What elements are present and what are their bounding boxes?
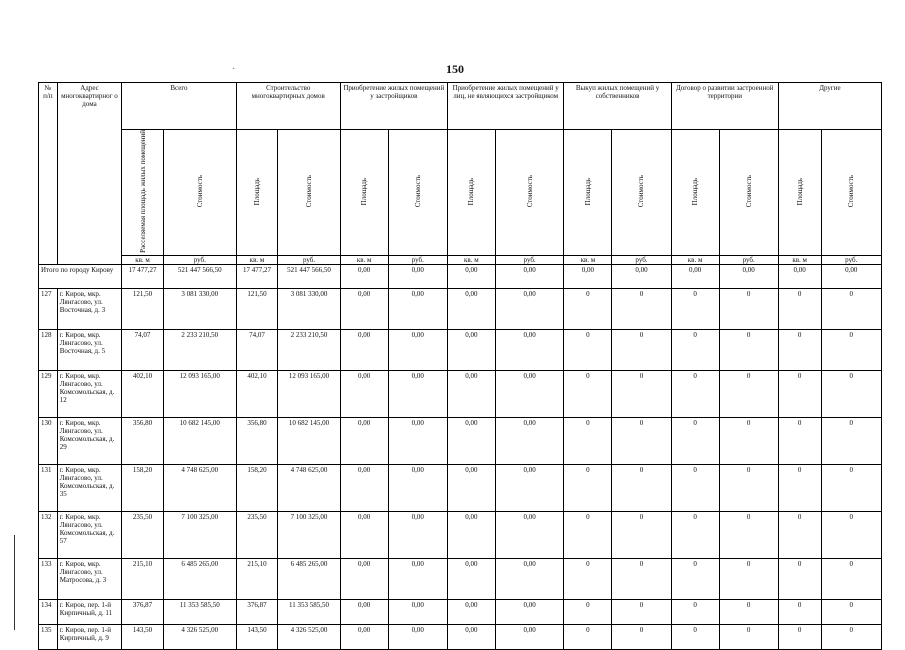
row-value: 2 233 210,50: [163, 329, 236, 370]
row-value: 0,00: [447, 558, 495, 599]
row-value: 0: [671, 624, 719, 649]
header-row-groups: [39, 83, 882, 130]
header-unit: кв. м: [447, 255, 495, 264]
row-value: 0: [671, 417, 719, 464]
row-value: 0,00: [340, 558, 388, 599]
table-row: [39, 511, 882, 558]
row-address: г. Киров, мкр. Лянгасово, ул. Комсомольская, д. 57: [57, 511, 122, 558]
total-row: [39, 264, 882, 288]
total-value: 0,00: [447, 264, 495, 288]
row-value: 0: [821, 558, 882, 599]
row-value: 215,10: [122, 558, 164, 599]
row-value: 0,00: [447, 599, 495, 624]
row-value: 0,00: [495, 624, 564, 649]
row-value: 0: [719, 599, 778, 624]
row-value: 0: [564, 624, 612, 649]
total-value: 17 477,27: [236, 264, 278, 288]
row-value: 0,00: [495, 599, 564, 624]
row-value: 0: [778, 624, 821, 649]
row-value: 0: [671, 464, 719, 511]
header-sub-13: [821, 130, 882, 256]
row-value: 0: [778, 288, 821, 329]
row-value: 74,07: [236, 329, 278, 370]
row-value: 0,00: [388, 511, 447, 558]
row-value: 0: [821, 288, 882, 329]
header-group-total: Всего: [122, 83, 236, 130]
header-sub-11: [719, 130, 778, 256]
header-sub-1: [163, 130, 236, 256]
row-value: 0: [612, 599, 671, 624]
scan-edge-mark: [14, 535, 15, 630]
row-value: 121,50: [236, 288, 278, 329]
row-value: 235,50: [122, 511, 164, 558]
row-value: 235,50: [236, 511, 278, 558]
row-value: 376,87: [236, 599, 278, 624]
row-value: 0,00: [447, 417, 495, 464]
header-sub-2: [236, 130, 278, 256]
total-value: 17 477,27: [122, 264, 164, 288]
row-value: 0: [821, 417, 882, 464]
row-value: 0: [612, 624, 671, 649]
row-value: 0,00: [340, 370, 388, 417]
row-number: 132: [39, 511, 58, 558]
row-value: 4 326 525,00: [278, 624, 340, 649]
row-value: 0,00: [495, 464, 564, 511]
row-value: 0: [821, 464, 882, 511]
row-number: 129: [39, 370, 58, 417]
total-value: 0,00: [495, 264, 564, 288]
row-value: 0: [778, 329, 821, 370]
header-sub-9: [612, 130, 671, 256]
row-value: 121,50: [122, 288, 164, 329]
row-number: 130: [39, 417, 58, 464]
row-value: 0: [821, 599, 882, 624]
row-value: 11 353 585,50: [163, 599, 236, 624]
total-value: 0,00: [564, 264, 612, 288]
header-sub-label: Расселяемая площадь жилых помещений: [138, 130, 147, 253]
row-address: г. Киров, мкр. Лянгасово, ул. Комсомольская, д. 35: [57, 464, 122, 511]
row-value: 0: [671, 288, 719, 329]
row-value: 0: [719, 288, 778, 329]
header-unit: кв. м: [671, 255, 719, 264]
header-unit: кв. м: [778, 255, 821, 264]
row-value: 356,80: [122, 417, 164, 464]
header-unit: кв. м: [122, 255, 164, 264]
row-value: 0,00: [340, 417, 388, 464]
row-value: 0: [671, 558, 719, 599]
row-value: 0: [719, 511, 778, 558]
header-group-purchase-developers: Приобретение жилых помещений у застройщиков: [340, 83, 447, 130]
header-unit: руб.: [388, 255, 447, 264]
total-value: 521 447 566,50: [163, 264, 236, 288]
row-value: 0,00: [447, 464, 495, 511]
header-sub-label: Стоимость: [304, 175, 313, 208]
row-value: 3 081 330,00: [278, 288, 340, 329]
total-value: 0,00: [340, 264, 388, 288]
row-value: 0: [778, 464, 821, 511]
row-value: 0: [564, 599, 612, 624]
row-value: 158,20: [122, 464, 164, 511]
total-value: 521 447 566,50: [278, 264, 340, 288]
header-sub-label: Площадь: [691, 177, 700, 206]
row-value: 0: [612, 464, 671, 511]
table-row: [39, 370, 882, 417]
row-address: г. Киров, пер. 1-й Кирпичный, д. 11: [57, 599, 122, 624]
total-value: 0,00: [612, 264, 671, 288]
row-address: г. Киров, мкр. Лянгасово, ул. Восточная, д. 3: [57, 288, 122, 329]
total-value: 0,00: [821, 264, 882, 288]
row-value: 0: [671, 511, 719, 558]
header-row-sub: [39, 130, 882, 256]
row-value: 0,00: [495, 288, 564, 329]
row-value: 4 748 625,00: [163, 464, 236, 511]
row-value: 0: [719, 624, 778, 649]
row-value: 0: [671, 329, 719, 370]
header-sub-label: Площадь: [583, 177, 592, 206]
row-value: 0: [612, 417, 671, 464]
row-address: г. Киров, мкр. Лянгасово, ул. Комсомольская, д. 29: [57, 417, 122, 464]
header-unit: руб.: [278, 255, 340, 264]
row-value: 0: [719, 558, 778, 599]
row-value: 215,10: [236, 558, 278, 599]
header-sub-label: Площадь: [467, 177, 476, 206]
row-value: 0,00: [495, 558, 564, 599]
row-value: 0,00: [340, 624, 388, 649]
row-value: 0: [564, 464, 612, 511]
row-value: 3 081 330,00: [163, 288, 236, 329]
total-label: Итого по городу Кирову: [39, 264, 122, 288]
row-value: 0,00: [340, 288, 388, 329]
row-value: 0: [778, 417, 821, 464]
row-value: 0,00: [388, 464, 447, 511]
row-value: 0: [564, 558, 612, 599]
row-value: 0,00: [340, 511, 388, 558]
header-unit: кв. м: [340, 255, 388, 264]
row-number: 135: [39, 624, 58, 649]
header-sub-label: Площадь: [795, 177, 804, 206]
row-value: 0: [821, 329, 882, 370]
row-value: 0: [821, 370, 882, 417]
header-row-units: [39, 255, 882, 264]
row-number: 134: [39, 599, 58, 624]
row-value: 10 682 145,00: [278, 417, 340, 464]
header-group-development-agreement: Договор о развитии застроенной территории: [671, 83, 778, 130]
header-group-construction: Строительство многоквартирных домов: [236, 83, 340, 130]
row-value: 0: [719, 329, 778, 370]
row-number: 128: [39, 329, 58, 370]
row-value: 12 093 165,00: [278, 370, 340, 417]
row-address: г. Киров, мкр. Лянгасово, ул. Матросова, д. 3: [57, 558, 122, 599]
total-value: 0,00: [719, 264, 778, 288]
header-sub-label: Стоимость: [413, 175, 422, 208]
row-value: 0: [564, 329, 612, 370]
header-group-buyout: Выкуп жилых помещений у собственников: [564, 83, 671, 130]
row-value: 0,00: [495, 511, 564, 558]
header-sub-5: [388, 130, 447, 256]
row-value: 0,00: [340, 329, 388, 370]
header-sub-4: [340, 130, 388, 256]
total-value: 0,00: [671, 264, 719, 288]
row-value: 376,87: [122, 599, 164, 624]
row-value: 402,10: [122, 370, 164, 417]
header-group-other: Другие: [778, 83, 881, 130]
table-row: [39, 624, 882, 649]
row-value: 0,00: [388, 599, 447, 624]
row-value: 0,00: [447, 624, 495, 649]
header-sub-0: [122, 130, 164, 256]
row-value: 0,00: [447, 370, 495, 417]
row-value: 0: [671, 370, 719, 417]
row-value: 7 100 325,00: [278, 511, 340, 558]
row-value: 0,00: [388, 417, 447, 464]
row-value: 0: [719, 464, 778, 511]
row-address: г. Киров, мкр. Лянгасово, ул. Восточная, д. 5: [57, 329, 122, 370]
row-value: 0: [671, 599, 719, 624]
header-unit: руб.: [163, 255, 236, 264]
row-value: 143,50: [236, 624, 278, 649]
row-value: 0: [564, 417, 612, 464]
row-value: 143,50: [122, 624, 164, 649]
row-value: 0,00: [495, 370, 564, 417]
total-value: 0,00: [778, 264, 821, 288]
header-unit: руб.: [612, 255, 671, 264]
row-value: 0: [612, 511, 671, 558]
row-value: 0,00: [495, 417, 564, 464]
row-value: 0: [778, 558, 821, 599]
row-value: 0,00: [388, 370, 447, 417]
row-value: 0: [778, 599, 821, 624]
header-address: Адрес многоквартирног о дома: [57, 83, 122, 265]
table-row: [39, 329, 882, 370]
header-sub-10: [671, 130, 719, 256]
header-sub-label: Стоимость: [847, 175, 856, 208]
header-sub-7: [495, 130, 564, 256]
header-unit: руб.: [719, 255, 778, 264]
row-value: 6 485 265,00: [163, 558, 236, 599]
row-value: 0,00: [340, 599, 388, 624]
row-value: 0,00: [340, 464, 388, 511]
row-value: 0,00: [447, 329, 495, 370]
table-row: [39, 464, 882, 511]
header-sub-label: Стоимость: [525, 175, 534, 208]
row-value: 0: [821, 624, 882, 649]
table-row: [39, 558, 882, 599]
row-value: 0: [612, 370, 671, 417]
scan-dot: ·: [232, 64, 236, 75]
row-value: 0: [719, 417, 778, 464]
row-value: 4 748 625,00: [278, 464, 340, 511]
header-sub-label: Стоимость: [195, 175, 204, 208]
header-sub-label: Стоимость: [744, 175, 753, 208]
table-body: [39, 264, 882, 649]
row-address: г. Киров, пер. 1-й Кирпичный, д. 9: [57, 624, 122, 649]
resettlement-table: [38, 82, 882, 650]
row-value: 7 100 325,00: [163, 511, 236, 558]
table-row: [39, 288, 882, 329]
header-sub-label: Площадь: [360, 177, 369, 206]
header-unit: кв. м: [564, 255, 612, 264]
row-number: 131: [39, 464, 58, 511]
row-value: 10 682 145,00: [163, 417, 236, 464]
header-sub-label: Площадь: [252, 177, 261, 206]
row-value: 11 353 585,50: [278, 599, 340, 624]
header-sub-12: [778, 130, 821, 256]
header-sub-8: [564, 130, 612, 256]
row-value: 2 233 210,50: [278, 329, 340, 370]
row-value: 0,00: [388, 558, 447, 599]
row-value: 0: [719, 370, 778, 417]
row-value: 0,00: [447, 288, 495, 329]
row-number: 133: [39, 558, 58, 599]
header-sub-label: Стоимость: [637, 175, 646, 208]
header-sub-6: [447, 130, 495, 256]
row-address: г. Киров, мкр. Лянгасово, ул. Комсомольская, д. 12: [57, 370, 122, 417]
row-value: 158,20: [236, 464, 278, 511]
row-value: 0,00: [447, 511, 495, 558]
row-value: 0: [612, 288, 671, 329]
header-unit: руб.: [821, 255, 882, 264]
header-sub-3: [278, 130, 340, 256]
row-value: 0,00: [388, 329, 447, 370]
row-value: 6 485 265,00: [278, 558, 340, 599]
row-value: 0,00: [388, 288, 447, 329]
row-value: 4 326 525,00: [163, 624, 236, 649]
table-row: [39, 417, 882, 464]
row-value: 0: [564, 511, 612, 558]
row-value: 0: [778, 370, 821, 417]
row-value: 74,07: [122, 329, 164, 370]
row-value: 0: [612, 329, 671, 370]
header-unit: кв. м: [236, 255, 278, 264]
row-value: 0: [564, 288, 612, 329]
header-unit: руб.: [495, 255, 564, 264]
row-value: 402,10: [236, 370, 278, 417]
row-value: 0,00: [495, 329, 564, 370]
row-value: 0: [564, 370, 612, 417]
page-number: 150: [446, 62, 464, 76]
row-value: 0,00: [388, 624, 447, 649]
row-value: 0: [778, 511, 821, 558]
header-no: № п/п: [39, 83, 58, 265]
row-value: 12 093 165,00: [163, 370, 236, 417]
row-value: 0: [821, 511, 882, 558]
header-group-purchase-non-developers: Приобретение жилых помещений у лиц, не являющихся застройщиком: [447, 83, 564, 130]
total-value: 0,00: [388, 264, 447, 288]
row-number: 127: [39, 288, 58, 329]
row-value: 356,80: [236, 417, 278, 464]
table-row: [39, 599, 882, 624]
row-value: 0: [612, 558, 671, 599]
